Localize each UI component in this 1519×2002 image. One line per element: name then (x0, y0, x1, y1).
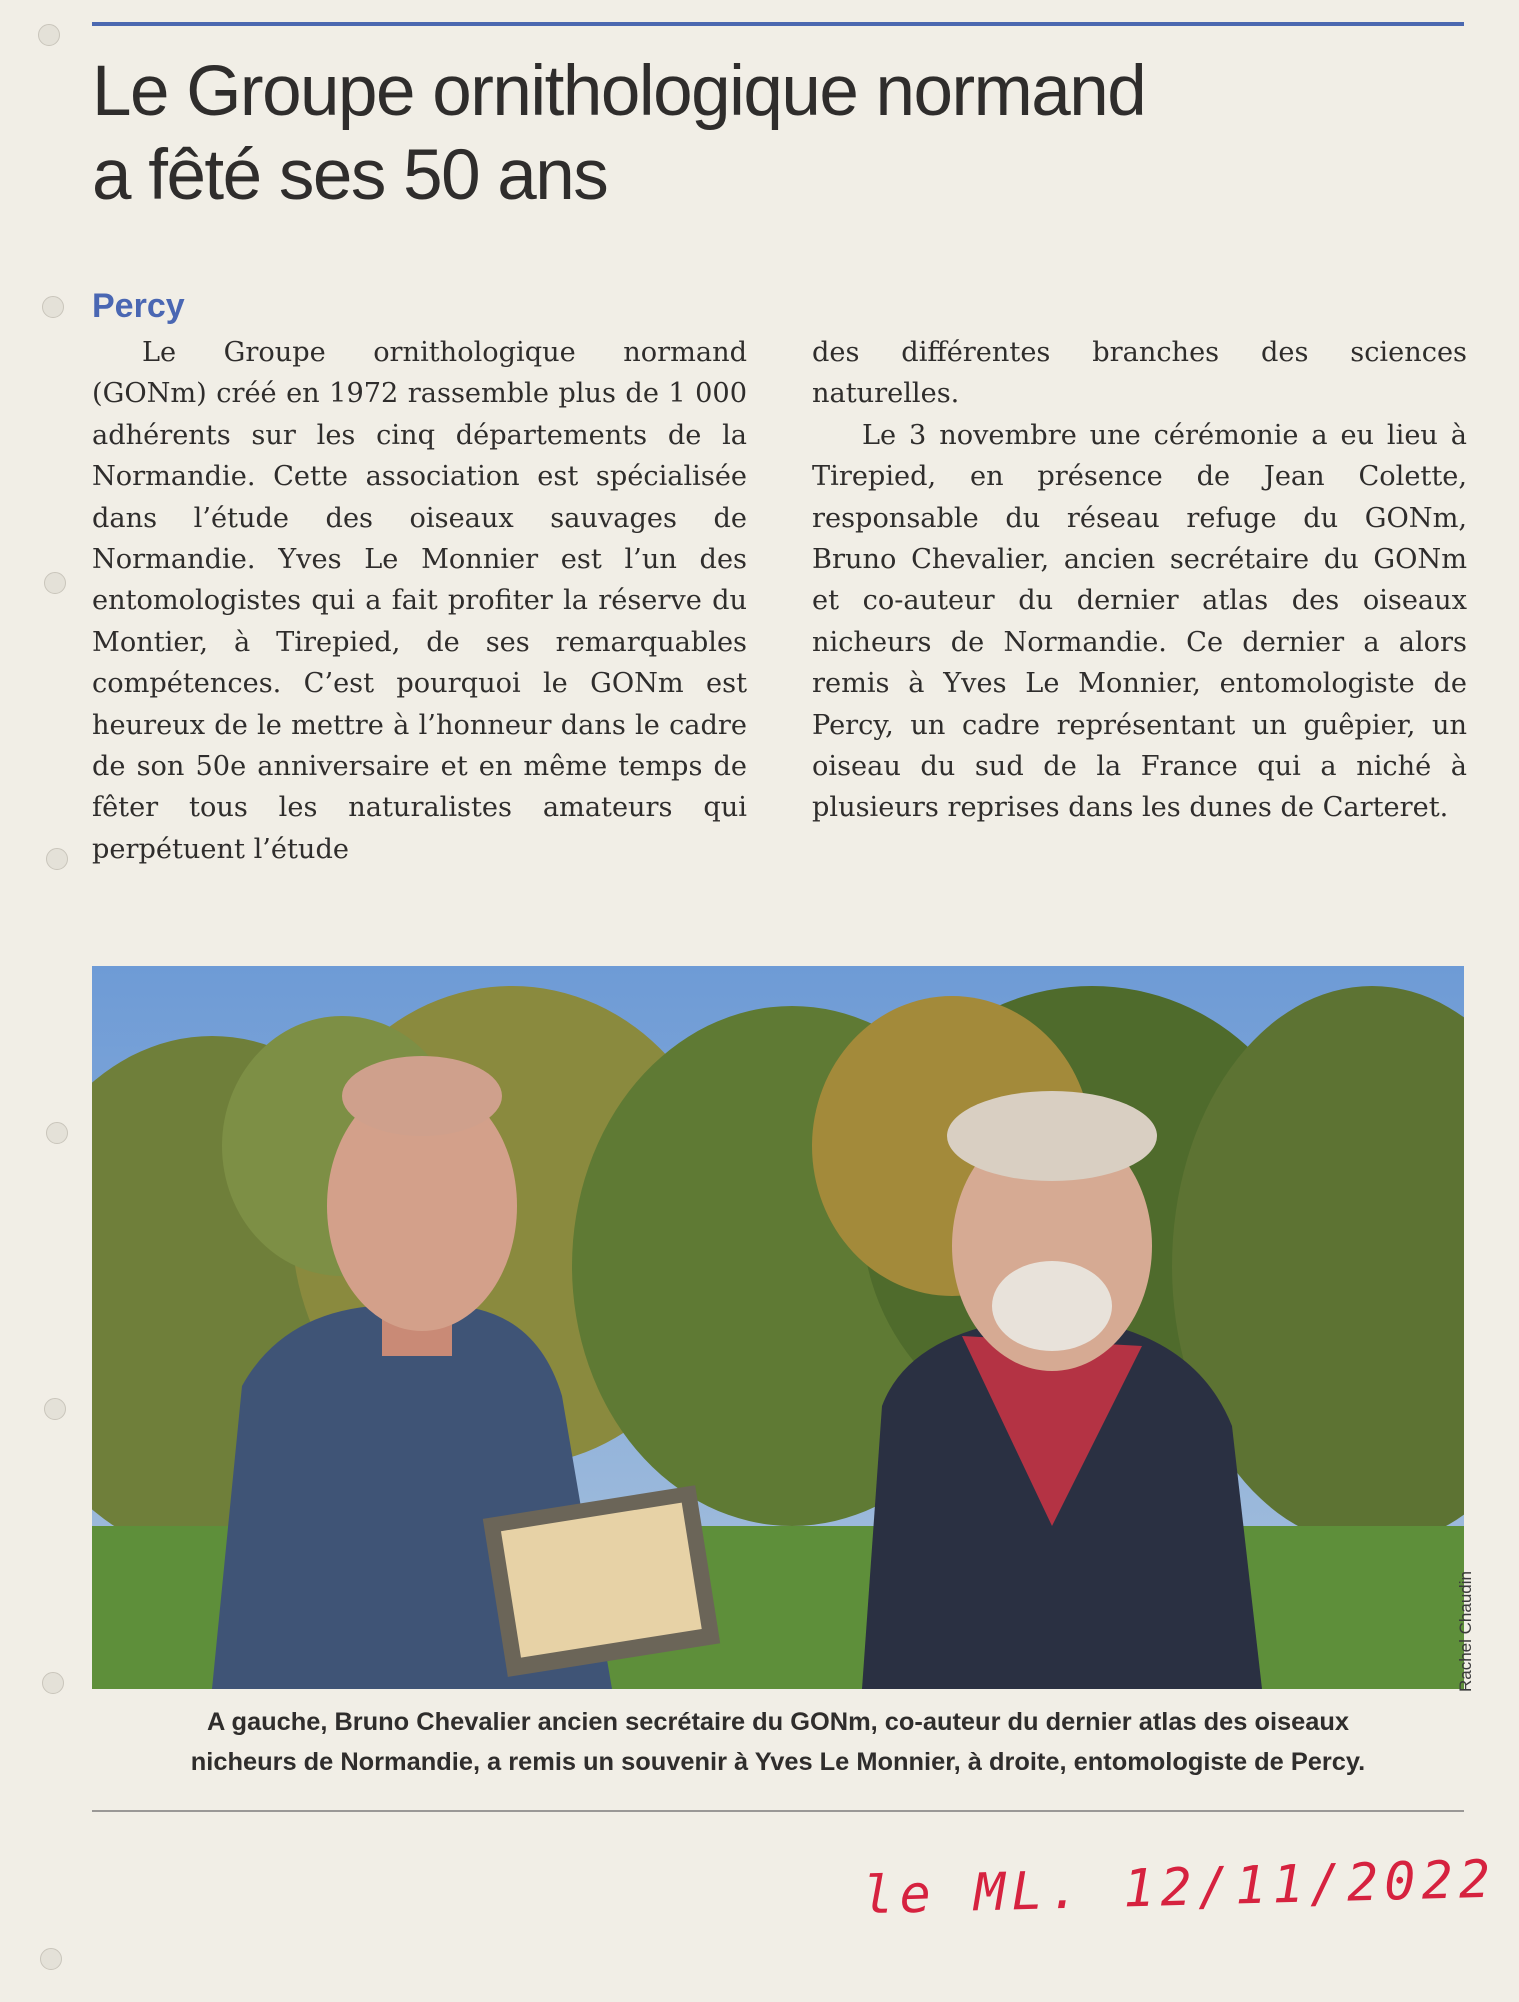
article-column-left (92, 332, 747, 870)
article-paragraph-2: Le 3 novembre une cérémonie a eu lieu à Tirepied, en présence de Jean Colette, responsable du réseau refuge du GONm, Bruno Chevalier, ancien secrétaire du GONm et co-auteur du dernier atlas des oiseaux nicheurs de Normandie. Ce dernier a alors remis à Yves Le Monnier, entomologiste de Percy, un cadre représentant un guêpier, un oiseau du sud de la France qui a niché à plusieurs reprises dans les dunes de Carteret. (812, 419, 1467, 824)
photo-illustration (92, 966, 1464, 1689)
photo-caption (92, 1702, 1464, 1782)
caption-line-1: A gauche, Bruno Chevalier ancien secrétaire du GONm, co-auteur du dernier atlas des oiseaux (207, 1708, 1349, 1736)
headline (92, 50, 1472, 218)
binder-hole (44, 1398, 66, 1420)
binder-hole (40, 1948, 62, 1970)
location-label: Percy (92, 287, 185, 325)
headline-line-2: a fêté ses 50 ans (92, 136, 608, 215)
top-rule (92, 22, 1464, 26)
binder-hole (46, 1122, 68, 1144)
handwritten-note: le ML. 12/11/2022 (861, 1849, 1497, 1927)
binder-hole (38, 24, 60, 46)
headline-line-1: Le Groupe ornithologique normand (92, 52, 1146, 131)
article-column-right (812, 332, 1467, 829)
article-paragraph-continued: des différentes branches des sciences naturelles. (812, 337, 1467, 410)
article-photo (92, 966, 1464, 1689)
binder-hole (42, 1672, 64, 1694)
binder-hole (42, 296, 64, 318)
article-paragraph-1: Le Groupe ornithologique normand (GONm) créé en 1972 rassemble plus de 1 000 adhérents sur les cinq départements de la Normandie. Cette association est spécialisée dans l’étude des oiseaux sauvages de Normandie. Yves Le Monnier est l’un des entomologistes qui a fait profiter la réserve du Montier, à Tirepied, de ses remarquables compétences. C’est pourquoi le GONm est heureux de le mettre à l’honneur dans le cadre de son 50e anniversaire et en même temps de fêter tous les naturalistes amateurs qui perpétuent l’étude (92, 337, 747, 865)
caption-line-2: nicheurs de Normandie, a remis un souvenir à Yves Le Monnier, à droite, entomologiste de Percy. (190, 1748, 1366, 1776)
bottom-rule (92, 1810, 1464, 1812)
photo-credit: Rachel Chaudin (1456, 1571, 1475, 1692)
binder-hole (46, 848, 68, 870)
binder-hole (44, 572, 66, 594)
